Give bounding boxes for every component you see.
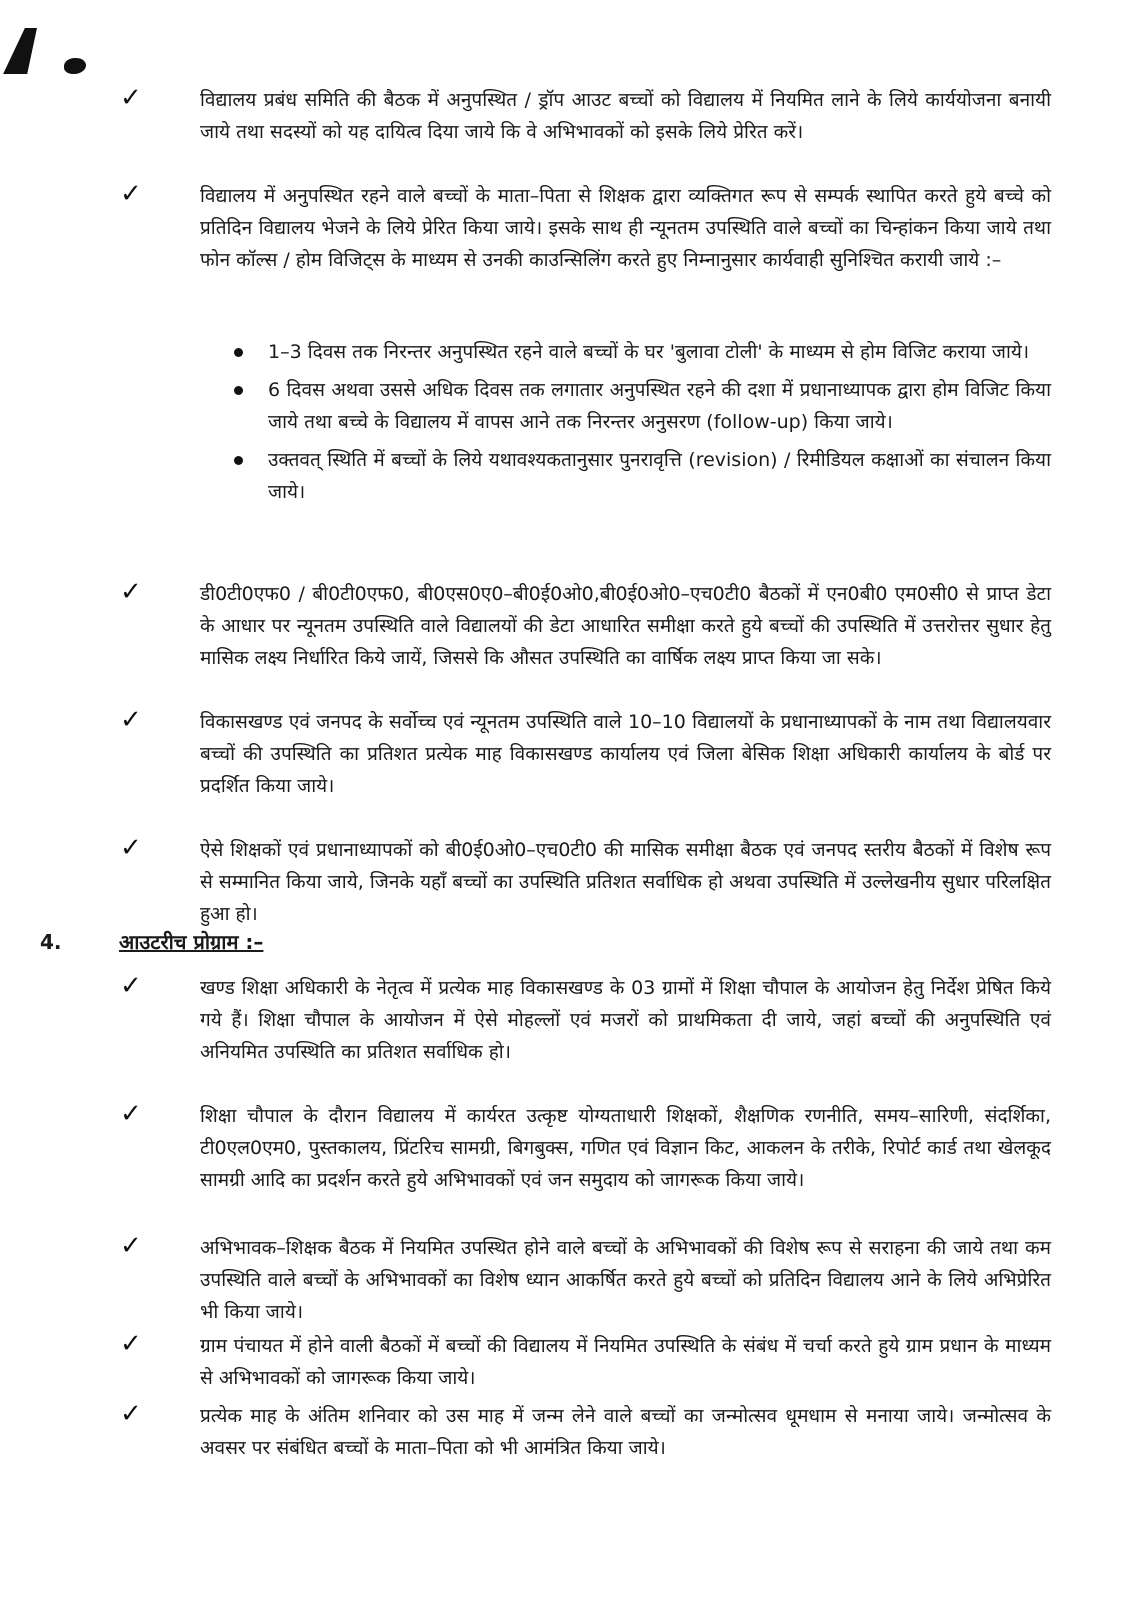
checkmark-icon: ✓ bbox=[120, 1099, 142, 1129]
list-item bbox=[120, 834, 1051, 930]
checkmark-icon: ✓ bbox=[120, 577, 142, 607]
list-item bbox=[120, 84, 1051, 148]
section-number: 4. bbox=[40, 930, 62, 954]
list-item bbox=[120, 1330, 1051, 1394]
bullet-item bbox=[230, 444, 1051, 508]
checkmark-icon: ✓ bbox=[120, 1399, 142, 1429]
bullet-text: उक्तवत् स्थिति में बच्चों के लिये यथावश्यकतानुसार पुनरावृत्ति (revision) / रिमीडियल कक्षाओं का संचालन किया जाये। bbox=[268, 449, 1051, 503]
checkmark-icon: ✓ bbox=[120, 179, 142, 209]
bullet-text: 1–3 दिवस तक निरन्तर अनुपस्थित रहने वाले बच्चों के घर 'बुलावा टोली' के माध्यम से होम विजिट कराया जाये। bbox=[268, 341, 1030, 363]
checkmark-icon: ✓ bbox=[120, 971, 142, 1001]
corner-scan-mark bbox=[3, 28, 37, 74]
list-item bbox=[120, 1100, 1051, 1196]
checkmark-icon: ✓ bbox=[120, 1231, 142, 1261]
bullet-icon bbox=[234, 456, 243, 465]
section-heading bbox=[40, 928, 263, 955]
checkmark-icon: ✓ bbox=[120, 1329, 142, 1359]
list-item bbox=[120, 972, 1051, 1068]
bullet-item bbox=[230, 336, 1051, 368]
item-text: ऐसे शिक्षकों एवं प्रधानाध्यापकों को बी0ई0ओ0–एच0टी0 की मासिक समीक्षा बैठक एवं जनपद स्तरीय बैठकों में विशेष रूप से सम्मानित किया जाये, जिनके यहाँ बच्चों का उपस्थिति प्रतिशत सर्वाधिक हो अथवा उपस्थिति में उल्लेखनीय सुधार परिलक्षित हुआ हो। bbox=[200, 839, 1051, 925]
bullet-list bbox=[230, 336, 1051, 514]
item-text: विद्यालय प्रबंध समिति की बैठक में अनुपस्थित / ड्रॉप आउट बच्चों को विद्यालय में नियमित लाने के लिये कार्ययोजना बनायी जाये तथा सदस्यों को यह दायित्व दिया जाये कि वे अभिभावकों को इसके लिये प्रेरित करें। bbox=[200, 89, 1051, 143]
bullet-text: 6 दिवस अथवा उससे अधिक दिवस तक लगातार अनुपस्थित रहने की दशा में प्रधानाध्यापक द्वारा होम विजिट किया जाये तथा बच्चे के विद्यालय में वापस आने तक निरन्तर अनुसरण (follow-up) किया जाये। bbox=[268, 379, 1051, 433]
bullet-icon bbox=[234, 386, 243, 395]
list-item bbox=[120, 1400, 1051, 1464]
bullet-item bbox=[230, 374, 1051, 438]
section-title: आउटरीच प्रोग्राम :– bbox=[118, 930, 264, 954]
checkmark-icon: ✓ bbox=[120, 705, 142, 735]
ink-blot bbox=[64, 58, 86, 74]
checkmark-icon: ✓ bbox=[120, 833, 142, 863]
item-text: डी0टी0एफ0 / बी0टी0एफ0, बी0एस0ए0–बी0ई0ओ0,बी0ई0ओ0–एच0टी0 बैठकों में एन0बी0 एम0सी0 से प्राप्त डेटा के आधार पर न्यूनतम उपस्थिति वाले विद्यालयों की डेटा आधारित समीक्षा करते हुये बच्चों की उपस्थिति में उत्तरोत्तर सुधार हेतु मासिक लक्ष्य निर्धारित किये जायें, जिससे कि औसत उपस्थिति का वार्षिक लक्ष्य प्राप्त किया जा सके। bbox=[200, 583, 1051, 669]
bullet-icon bbox=[234, 348, 243, 357]
item-text: विकासखण्ड एवं जनपद के सर्वोच्च एवं न्यूनतम उपस्थिति वाले 10–10 विद्यालयों के प्रधानाध्यापकों के नाम तथा विद्यालयवार बच्चों की उपस्थिति का प्रतिशत प्रत्येक माह विकासखण्ड कार्यालय एवं जिला बेसिक शिक्षा अधिकारी कार्यालय के बोर्ड पर प्रदर्शित किया जाये। bbox=[200, 711, 1051, 797]
item-text: शिक्षा चौपाल के दौरान विद्यालय में कार्यरत उत्कृष्ट योग्यताधारी शिक्षकों, शैक्षणिक रणनीति, समय–सारिणी, संदर्शिका, टी0एल0एम0, पुस्तकालय, प्रिंटरिच सामग्री, बिगबुक्स, गणित एवं विज्ञान किट, आकलन के तरीके, रिपोर्ट कार्ड तथा खेलकूद सामग्री आदि का प्रदर्शन करते हुये अभिभावकों एवं जन समुदाय को जागरूक किया जाये। bbox=[200, 1105, 1051, 1191]
list-item bbox=[120, 180, 1051, 276]
list-item bbox=[120, 578, 1051, 674]
item-text: ग्राम पंचायत में होने वाली बैठकों में बच्चों की विद्यालय में नियमित उपस्थिति के संबंध में चर्चा करते हुये ग्राम प्रधान के माध्यम से अभिभावकों को जागरूक किया जाये। bbox=[200, 1335, 1051, 1389]
item-text: खण्ड शिक्षा अधिकारी के नेतृत्व में प्रत्येक माह विकासखण्ड के 03 ग्रामों में शिक्षा चौपाल के आयोजन हेतु निर्देश प्रेषित किये गये हैं। शिक्षा चौपाल के आयोजन में ऐसे मोहल्लों एवं मजरों को प्राथमिकता दी जाये, जहां बच्चों की अनुपस्थिति एवं अनियमित उपस्थिति का प्रतिशत सर्वाधिक हो। bbox=[200, 977, 1051, 1063]
checkmark-icon: ✓ bbox=[120, 83, 142, 113]
item-text: अभिभावक–शिक्षक बैठक में नियमित उपस्थित होने वाले बच्चों के अभिभावकों की विशेष रूप से सराहना की जाये तथा कम उपस्थिति वाले बच्चों के अभिभावकों का विशेष ध्यान आकर्षित करते हुये बच्चों को प्रतिदिन विद्यालय आने के लिये अभिप्रेरित भी किया जाये। bbox=[200, 1237, 1051, 1323]
item-text: प्रत्येक माह के अंतिम शनिवार को उस माह में जन्म लेने वाले बच्चों का जन्मोत्सव धूमधाम से मनाया जाये। जन्मोत्सव के अवसर पर संबंधित बच्चों के माता–पिता को भी आमंत्रित किया जाये। bbox=[200, 1405, 1051, 1459]
list-item bbox=[120, 706, 1051, 802]
item-text: विद्यालय में अनुपस्थित रहने वाले बच्चों के माता–पिता से शिक्षक द्वारा व्यक्तिगत रूप से सम्पर्क स्थापित करते हुये बच्चे को प्रतिदिन विद्यालय भेजने के लिये प्रेरित किया जाये। इसके साथ ही न्यूनतम उपस्थिति वाले बच्चों का चिन्हांकन किया जाये तथा फोन कॉल्स / होम विजिट्स के माध्यम से उनकी काउन्सिलिंग करते हुए निम्नानुसार कार्यवाही सुनिश्चित करायी जाये :– bbox=[200, 185, 1051, 271]
list-item bbox=[120, 1232, 1051, 1328]
